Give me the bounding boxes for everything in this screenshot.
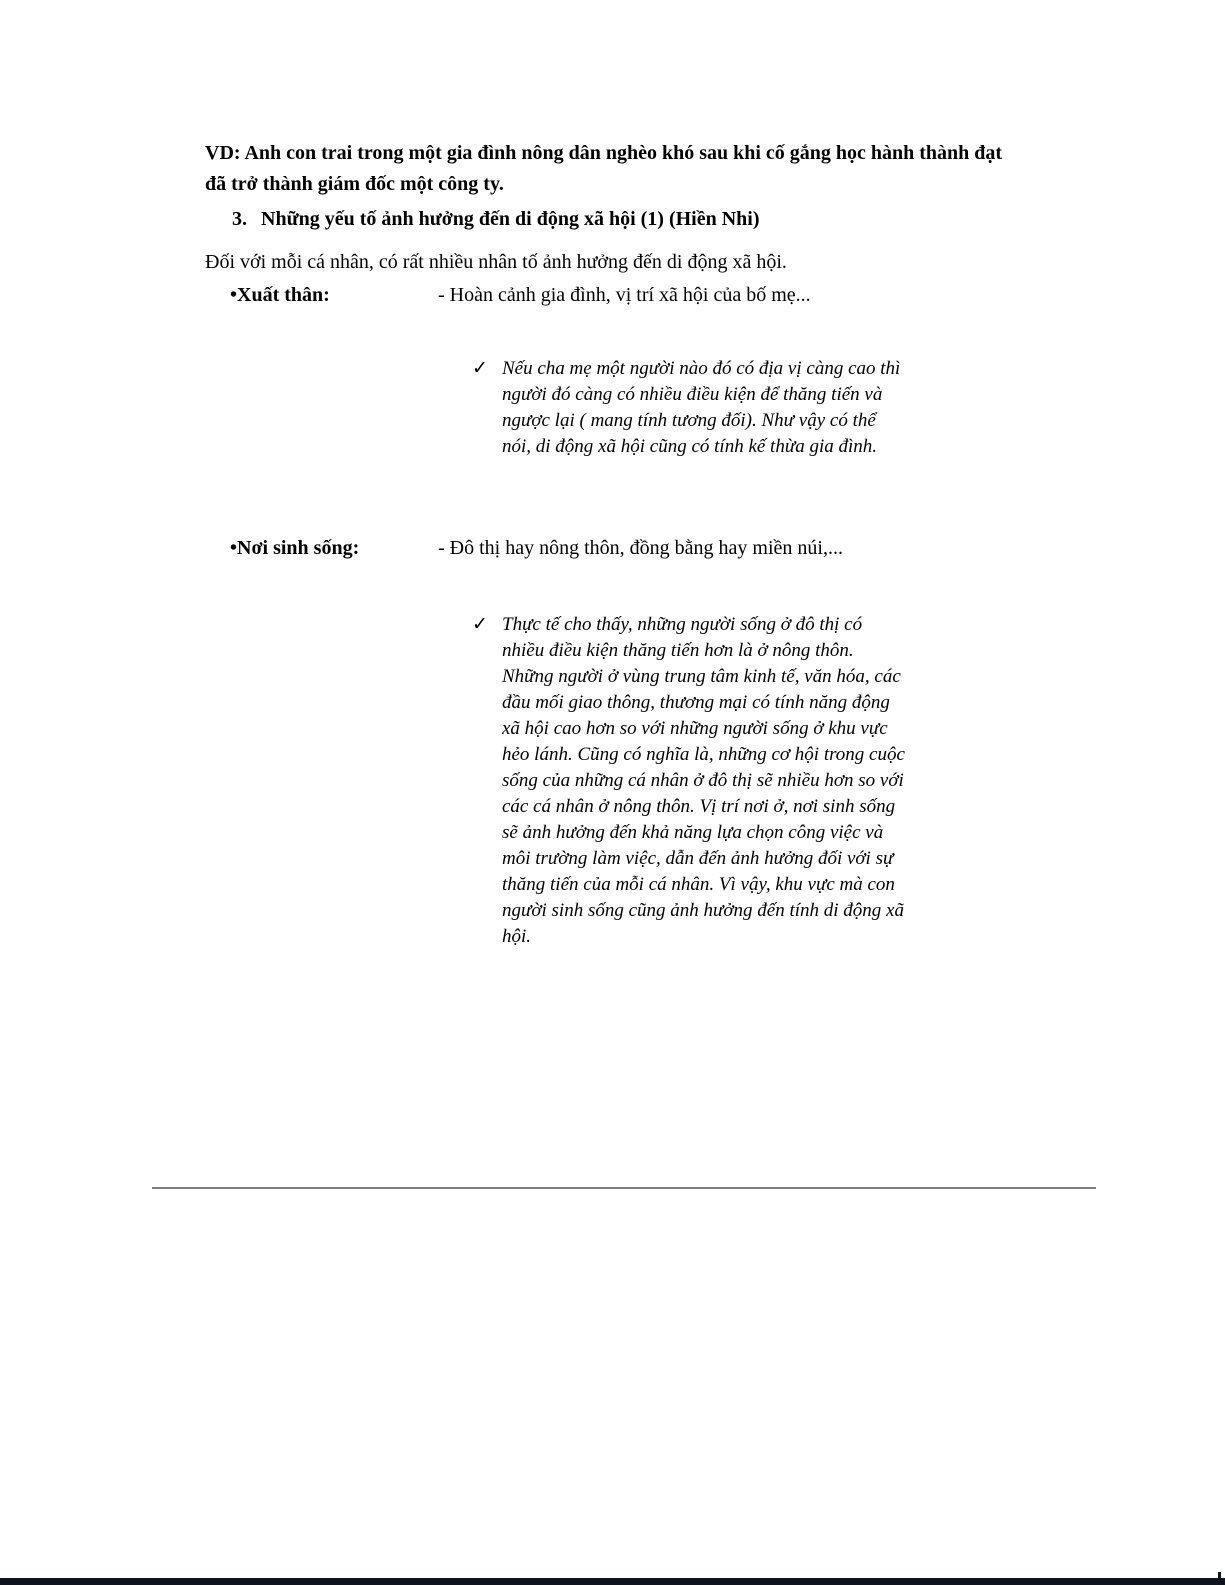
checkmark-icon: ✓	[472, 358, 488, 379]
factor-row-noi-sinh-song	[0, 537, 1225, 565]
scroll-position-tick	[1218, 1572, 1221, 1579]
factor-label-noi-sinh-song: •Nơi sinh sống:	[230, 537, 360, 559]
heading-title: Những yếu tố ảnh hưởng đến di động xã hội (1) (Hiền Nhi)	[261, 208, 760, 230]
factor-description-xuat-than: - Hoàn cảnh gia đình, vị trí xã hội của bố mẹ...	[438, 284, 811, 306]
note-text-xuat-than: Nếu cha mẹ một người nào đó có địa vị càng cao thì người đó càng có nhiều điều kiện để thăng tiến và ngược lại ( mang tính tương đối). Như vậy có thể nói, di động xã hội cũng có tính kế thừa gia đình.	[502, 358, 901, 457]
intro-paragraph: Đối với mỗi cá nhân, có rất nhiều nhân tố ảnh hưởng đến di động xã hội.	[205, 251, 787, 273]
note-text-noi-sinh-song: Thực tế cho thấy, những người sống ở đô thị có nhiều điều kiện thăng tiến hơn là ở nông thôn. Những người ở vùng trung tâm kinh tế, văn hóa, các đầu mối giao thông, thương mại có tính năng động xã hội cao hơn so với những người sống ở khu vực hẻo lánh. Cũng có nghĩa là, những cơ hội trong cuộc sống của những cá nhân ở đô thị sẽ nhiều hơn so với các cá nhân ở nông thôn. Vị trí nơi ở, nơi sinh sống sẽ ảnh hưởng đến khả năng lựa chọn công việc và môi trường làm việc, dẫn đến ảnh hưởng đối với sự thăng tiến của mỗi cá nhân. Vì vậy, khu vực mà con người sinh sống cũng ảnh hưởng đến tính di động xã hội.	[502, 614, 905, 947]
factor-label-xuat-than: •Xuất thân:	[230, 284, 330, 306]
factor-row-xuat-than	[0, 284, 1225, 312]
bottom-bar	[0, 1578, 1225, 1585]
checkmark-icon: ✓	[472, 614, 488, 635]
example-paragraph: VD: Anh con trai trong một gia đình nông dân nghèo khó sau khi cố gắng học hành thành đạt đã trở thành giám đốc một công ty.	[205, 142, 1003, 195]
section-heading	[232, 208, 760, 231]
factor-description-noi-sinh-song: - Đô thị hay nông thôn, đồng bằng hay miền núi,...	[438, 537, 843, 559]
heading-number: 3.	[232, 208, 247, 230]
footnote-divider	[152, 1187, 1096, 1189]
